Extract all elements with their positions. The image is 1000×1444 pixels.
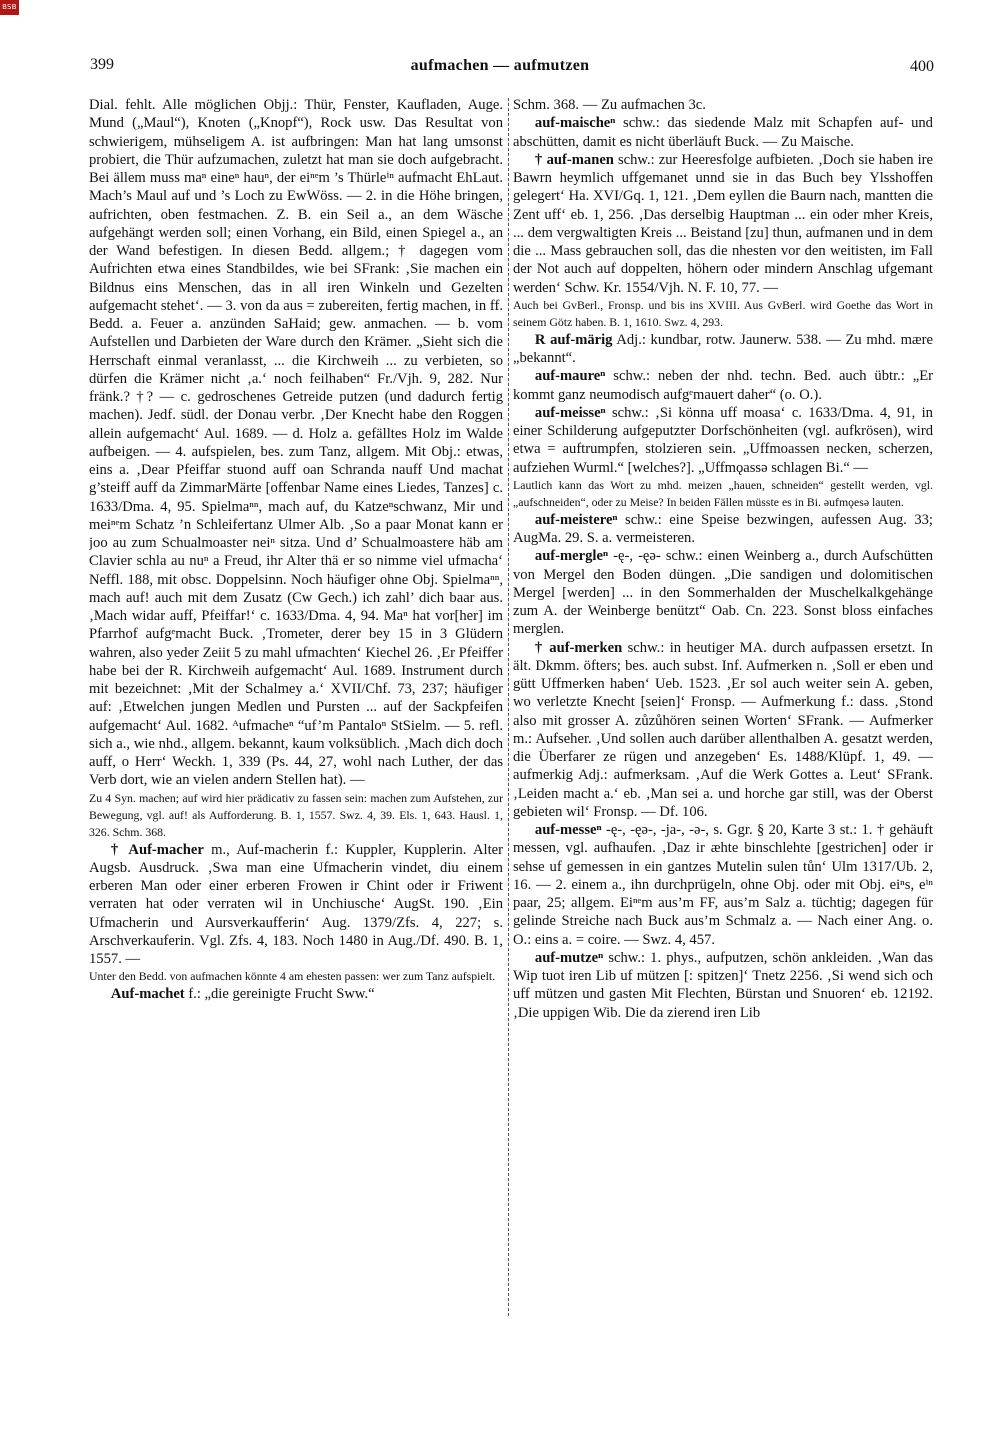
headword: auf-maureⁿ [534, 368, 606, 385]
headword: auf-maischeⁿ [534, 115, 616, 132]
entry-text: schw.: in heutiger MA. durch aufpassen ersetzt. In ält. Dkmm. öfters; bes. auch subst. Inf. Aufmerken n. ‚Soll er eben und gütt Uffmerken haben‘ Ueb. 1523. ‚Er sol auch weiter sein A. geben, wo verletzte Knecht [seien]‘ Fronsp. — Aufmerkung f.: dass. ‚Stond also mit grosser A. zůzůhören seinen Worten‘ SFrank. — Aufmerker m.: Aufseher. ‚Und sollen auch darüber allenthalben A. gesatzt werden, die Überfarer ze rügen und anzegeben‘ Es. 1488/Klüpf. 1, 49. — aufmerkig Adj.: aufmerksam. ‚Auf die Werk Gottes a. Leut‘ SFrank. ‚Leiden macht a.‘ eb. ‚Man sei a. und horche gar still, was der Oberst gebieten wil‘ Fronsp. — Df. 106. [513, 639, 933, 820]
entry-note: Zu 4 Syn. machen; auf wird hier prädicativ zu fassen sein: machen zum Aufstehen, zur Bewegung, vgl. auf! als Aufforderung. B. 1, 1557. Swz. 4, 39. Els. 1, 643. Hausl. 1, 326. Schm. 368. [89, 790, 503, 839]
right-column [513, 96, 933, 1334]
dictionary-entry [513, 547, 933, 638]
entry-text: schw.: zur Heeresfolge aufbieten. ‚Doch sie haben ire Bawrn heymlich uffgemanet unnd sie in das Buch bey Ylsshoffen gelegert‘ Ha. XVI/Gq. 1, 121. ‚Dem eyllen die Baurn nach, mantten die Zent uff‘ eb. 1, 256. ‚Das derselbig Hauptman ... ein oder mher Kreis, ... dem vergwaltigten Kreis ... Beistand [zu] thun, aufmanen und in dem die ... Mass gebrauchen soll, das die nhesten vor den weitisten, im Fall der Not auch auf doppelten, höhern oder mindern Anschlag ufgemant werden‘ Schw. Kr. 1554/Vjh. N. F. 10, 77. — [513, 151, 933, 296]
dictionary-entry [513, 639, 933, 822]
page-number-right: 400 [910, 58, 934, 75]
dictionary-entry [513, 367, 933, 404]
entry-text: schw.: das siedende Malz mit Schapfen auf- und abschütten, damit es nicht überläuft Buck. — Zu Maische. [513, 115, 933, 150]
dictionary-entry [513, 331, 933, 368]
dictionary-entry [513, 151, 933, 297]
entry-text: -ę-, -ęə- schw.: einen Weinberg a., durch Aufschütten von Mergel den Boden düngen. „Die sandigen und dolomitischen Mergel [werden] ... in den Sommerhalden der Muschelkalkgehänge zum A. der Weinberge benützt“ Oab. Cn. 223. Sonst bloss einfaches merglen. [513, 548, 933, 638]
entry-text: Adj.: kundbar, rotw. Jaunerw. 538. — Zu mhd. mære „bekannt“. [513, 331, 933, 366]
page-number-left: 399 [90, 56, 114, 73]
entry-text: f.: „die gereinigte Frucht Sww.“ [188, 986, 375, 1003]
headword: auf-mutzeⁿ [534, 949, 604, 966]
headword: † Auf-macher [110, 841, 204, 858]
headword: auf-meisseⁿ [534, 404, 606, 421]
left-column [89, 96, 503, 1334]
headword: R auf-märig [534, 331, 613, 348]
dictionary-entry [513, 821, 933, 949]
entry-note: Unter den Bedd. von aufmachen könnte 4 am ehesten passen: wer zum Tanz aufspielt. [89, 969, 496, 984]
entry-text: -ę-, -ęə-, -ja-, -ə-, s. Ggr. § 20, Karte 3 st.: 1. † gehäuft messen, vgl. aufhaufen. ‚Daz ir æhte binschlehte [gestrichen] oder ir sehse uf gemessen in ein gantzes Mutelin sulen tůn‘ Ulm 1317/Ub. 2, 16. — 2. einem a., ihn durchprügeln, ohne Obj. oder mit Obj. eiⁿs, eⁱⁿ paar, 25; allgem. Eiⁿᵉm aus’m FF, aus’m Salz a. tüchtig; dagegen für gelinde Streiche nach Buck aus’m Schmalz a. — Nach einer Ang. o. O.: eins a. = coire. — Swz. 4, 457. [513, 822, 933, 948]
running-head: aufmachen — aufmutzen [410, 57, 590, 74]
entry-text: m., Auf-macherin f.: Kuppler, Kupplerin. Alter Augsb. Ausdruck. ‚Swa man eine Ufmacherin vindet, diu einem erberen Man oder einer erberen Frowen ir Chint oder ir Friwent verraten hat oder verraten wil in Unchiusche‘ AugSt. 190. ‚Ein Ufmacherin und Aursverkaufferin‘ Aug. 1379/Zfs. 4, 227; s. Arschverkauferin. Vgl. Zfs. 4, 183. Noch 1480 in Aug./Df. 490. B. 1, 1557. — [89, 841, 503, 967]
headword: auf-mergleⁿ [534, 548, 609, 565]
headword: Auf-machet [110, 986, 185, 1003]
library-badge: BSB [0, 0, 19, 15]
entry-text: schw.: ‚Si könna uff moasa‘ c. 1633/Dma. 4, 91, in einer Schilderung aufgeputzter Dorfschönheiten (vgl. aufkrösen), wird etwa = auftrumpfen, stolzieren sein. „Uffmoassen necken, scherzen, aufziehen Wurml.“ [welches?]. „Uffmǫassə schlagen Bi.“ — [513, 404, 933, 476]
dictionary-entry [513, 511, 933, 548]
entry-text: schw.: neben der nhd. techn. Bed. auch übtr.: „Er kommt ganz neumodisch aufgᵉmauert daher“ (o. O.). [513, 368, 933, 403]
entry-note: Auch bei GvBerl., Fronsp. und bis ins XVIII. Aus GvBerl. wird Goethe das Wort in seinem Götz haben. B. 1, 1610. Swz. 4, 293. [513, 297, 933, 329]
entry-text: schw.: eine Speise bezwingen, aufessen Aug. 33; AugMa. 29. S. a. vermeisteren. [513, 511, 933, 546]
column-divider [508, 98, 509, 1316]
dictionary-entry [513, 949, 933, 1022]
dictionary-entry [513, 114, 933, 151]
headword: auf-messeⁿ [534, 822, 602, 838]
entry-text: schw.: 1. phys., aufputzen, schön ankleiden. ‚Wan das Wip tuot iren Lib uf mützen [: spitzen]‘ Tnetz 2256. ‚Si wend sich och uff mützen und gasten Mit Flechten, Bürstan und Snuoren‘ eb. 12192. ‚Die uppigen Wib. Die da zierend iren Lib [513, 949, 933, 1021]
dictionary-entry [89, 841, 503, 969]
dictionary-entry [89, 985, 503, 1003]
entry-text: Dial. fehlt. Alle möglichen Objj.: Thür, Fenster, Kaufladen, Auge. Mund („Maul“), Knoten („Knopf“), Rock usw. Das Resultat von schwierigem, mühseligem A. ist aufbringen: Man hat lang umsonst probiert, die Thür aufzumachen, zuletzt hat man sie doch aufgebracht. Bei ällem muss maⁿ eineⁿ hauⁿ, der eiⁿᵉm ’s Thürleⁱⁿ aufmacht EhLaut. Mach’s Maul auf und ’s Loch zu EwWöss. — 2. in die Höhe bringen, aufrichten, oben festmachen. Z. B. ein Seil a., an dem Wäsche aufgehängt werden soll; einen Vorhang, ein Bild, einen Spiegel a., an der Wand befestigen. In diesen Bedd. allgem.; † dagegen vom Aufrichten etwa eines Standbildes, wie bei SFrank: ‚Sie machen ein Bildnus eins Menschen, das in all iren Winkeln und Gezelten aufgemacht stehet‘. — 3. von da aus = zubereiten, fertig machen, in ff. Bedd. a. Feuer a. anzünden SaHaid; gew. anmachen. — b. vom Aufstellen und Darbieten der Ware durch den Krämer. „Sieht sich die Herrschaft einmal veranlasst, ... die Kirchweih ... zu verbieten, so dürfen die Krämer nicht ‚a.‘ noch feilhaben“ Fr./Vjh. 9, 282. Nur fränk.? †? — c. gedroschenes Getreide putzen (und dadurch fertig machen). Jedf. südl. der Donau verbr. ‚Der Knecht habe den Roggen allein aufgemacht‘ Aul. 1689. — d. Holz a. gefälltes Holz im Walde aufbeigen. — 4. aufspielen, bes. zum Tanz, allgem. Mit Obj.: etwas, eins a. ‚Dear Pfeiffar stuond auff oan Schranda nauff Und machat g’steiff auff da ZimmarMärte [offenbar Name eines Liedes, Tanzes] c. 1633/Dma. 4, 95. Spielmaⁿⁿ, mach auf, du Katzeⁿschwanz, Mir und meiⁿᵉm Schatz ’n Schleifertanz Ulmer Alb. ‚So a paar Monat kann er joo au zum Schualmoaster neiⁿ sitza. Und d’ Schualmoastere häb am Clavier schla au nuⁿ a Freud, ihr Alter thä er so nimme viel ufmacha‘ Neffl. 188, mit obsc. Doppelsinn. Noch häufiger ohne Obj. Spielmaⁿⁿ, mach auf! auch mit dem Zusatz (Cw Gech.) ich zahl’ dich baar aus. ‚Mach widar auff, Pfeiffar!‘ c. 1633/Dma. 4, 94. Maⁿ hat vor[her] im Pfarrhof aufgᵉmacht Buck. ‚Trometer, derer bey 15 in 3 Glüdern wahren, also yeder Zeiit 5 zu mahl ufmachten‘ Kiechel 26. ‚Er Pfeiffer habe bei der R. Kirchweih aufgemacht‘ Aul. 1689. Instrument durch mit bezeichnet: ‚Mit der Schalmey a.‘ XVII/Chf. 73, 237; häufiger auf: ‚Etwelchen jungen Medlen und Pursten ... auf der Sackpfeifen aufgemacht‘ Aul. 1682. ᴬufmacheⁿ “uf’m Pantaloⁿ StSielm. — 5. refl. sich a., wie nhd., allgem. bekannt, kaum volksüblich. ‚Mach dich doch auff, o Herr‘ Weckh. 1, 339 (Ps. 44, 27, wohl nach Luther, der das Verb dort, wie an vielen andern Stellen hat). — [89, 97, 503, 789]
headword: † auf-manen [534, 151, 614, 168]
headword: auf-meistereⁿ [534, 511, 618, 528]
headword: † auf-merken [534, 639, 623, 656]
entry-text: Schm. 368. — Zu aufmachen 3c. [513, 97, 706, 113]
dictionary-entry [513, 404, 933, 477]
entry-note: Lautlich kann das Wort zu mhd. meizen „hauen, schneiden“ gestellt werden, vgl. „aufschneiden“, oder zu Meise? In beiden Fällen müsste es in Bi. əufmǫesə lauten. [513, 477, 933, 509]
